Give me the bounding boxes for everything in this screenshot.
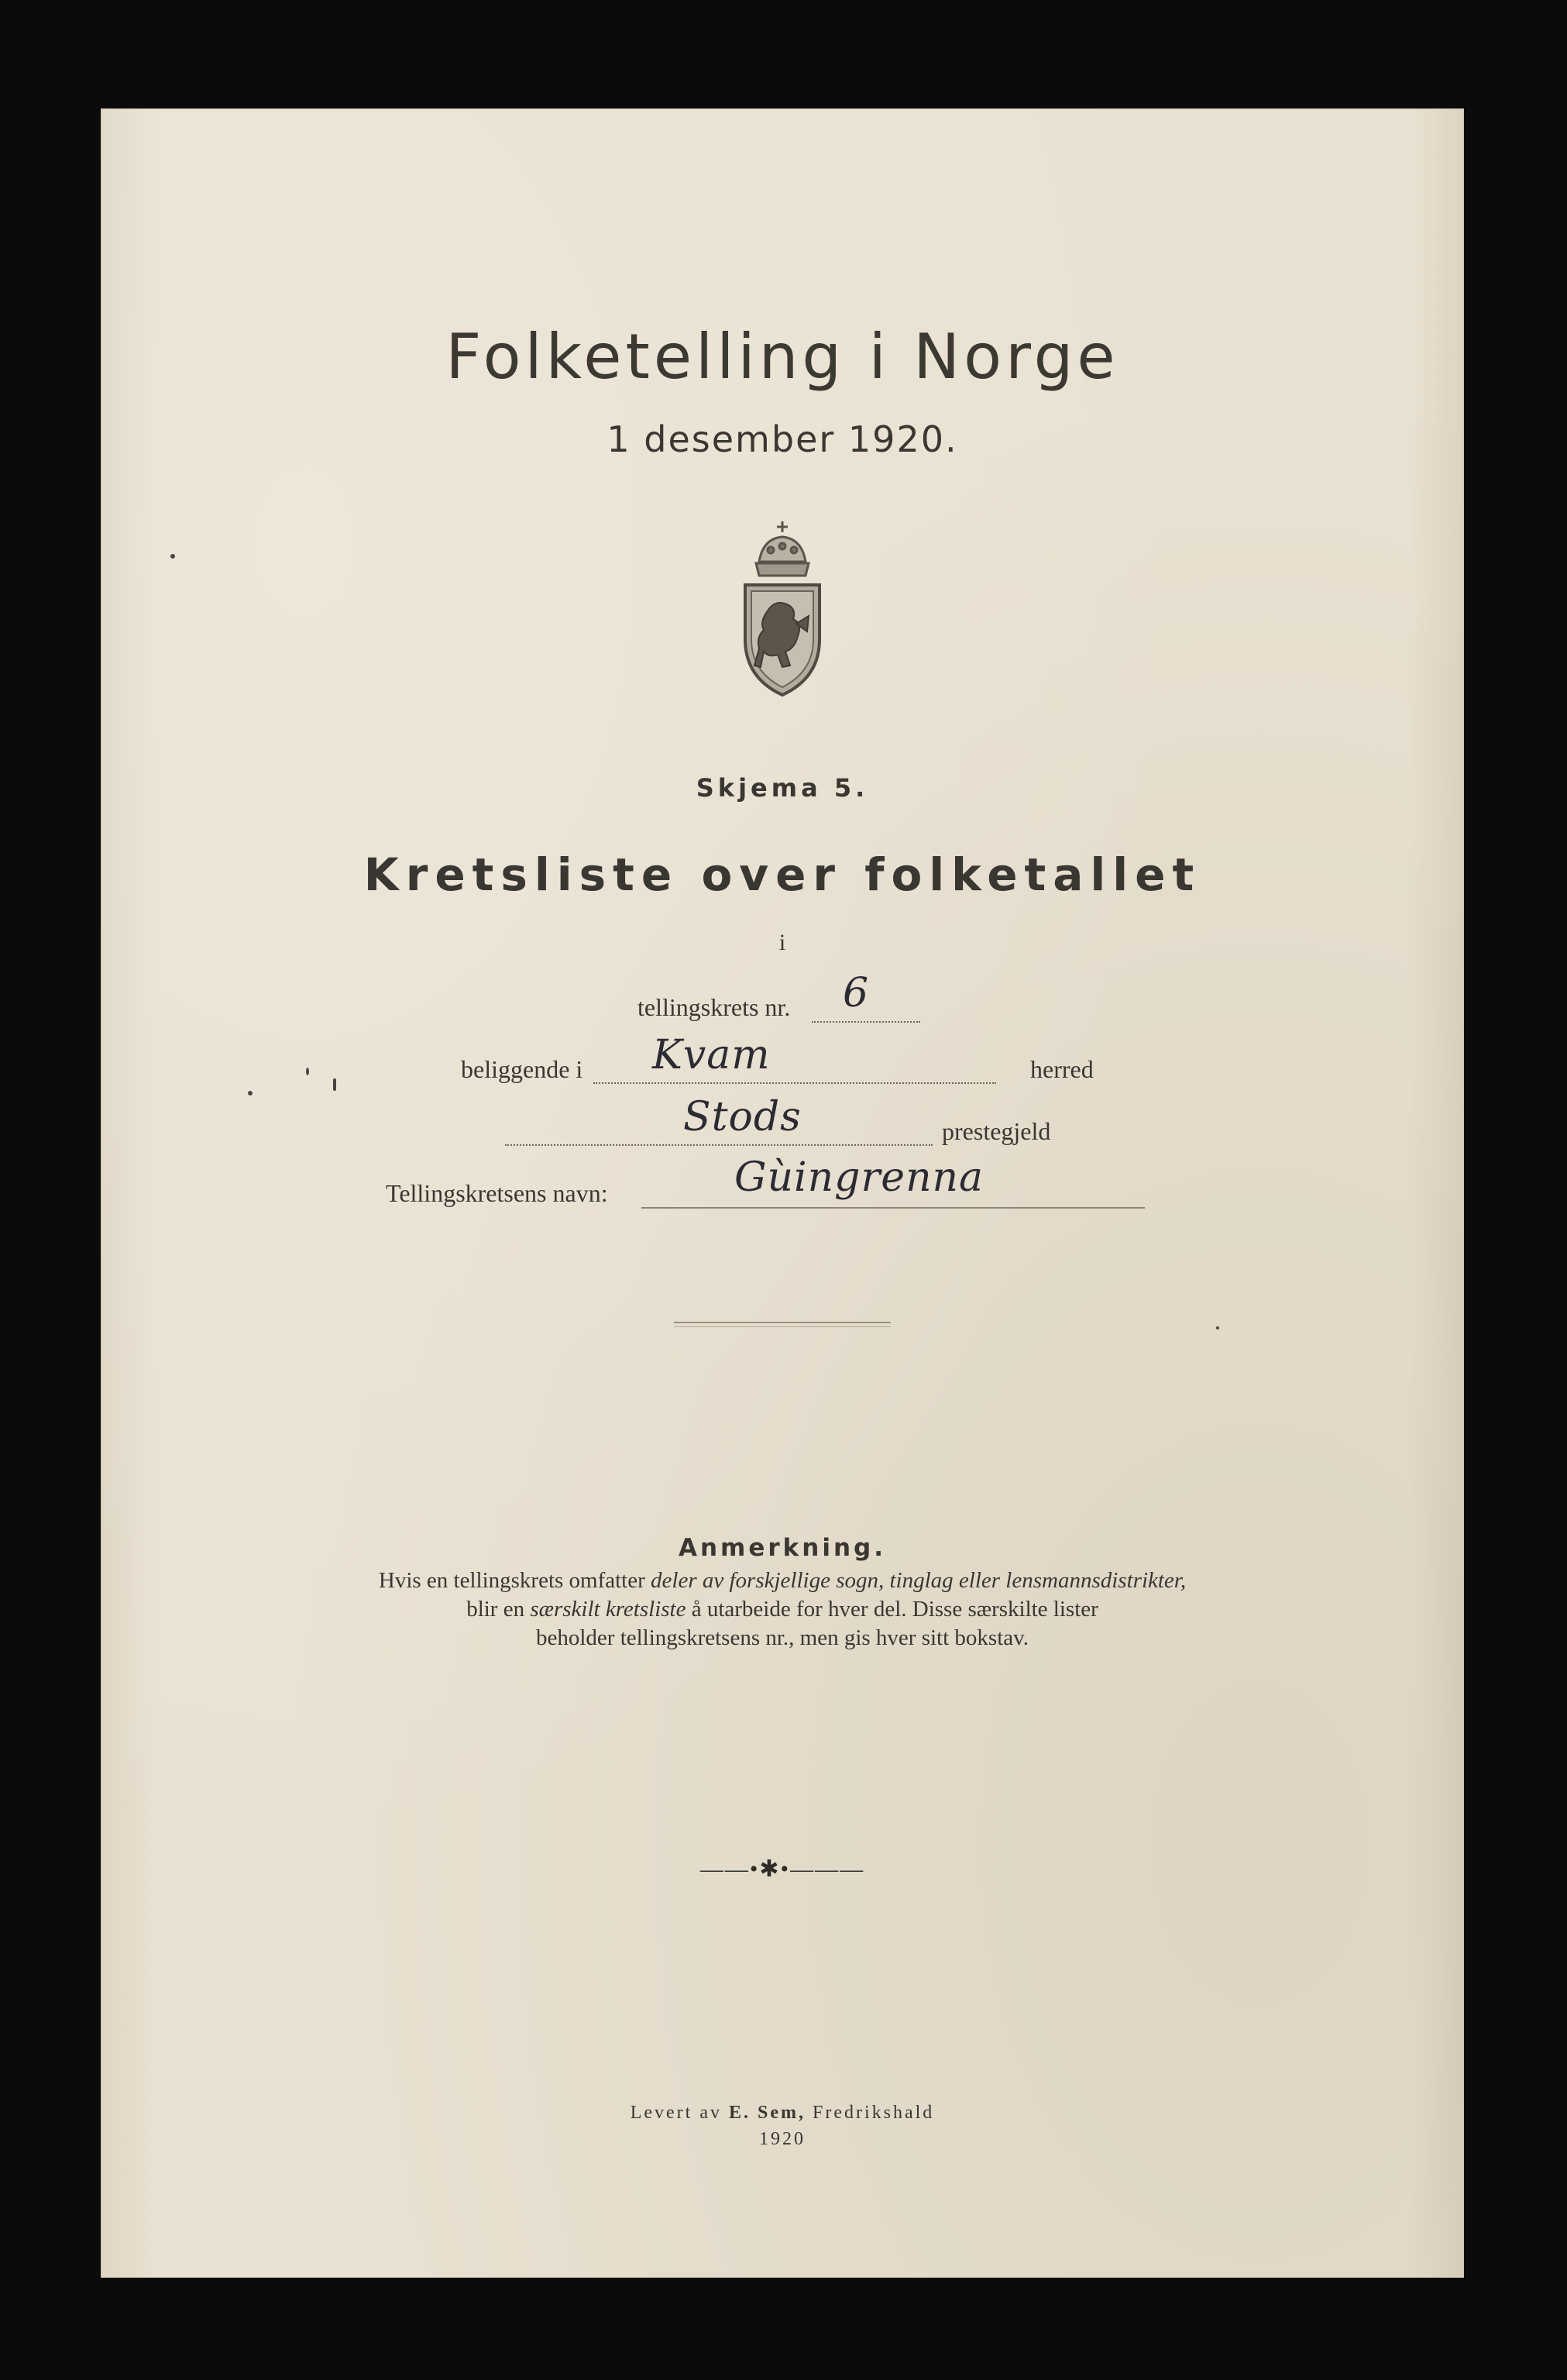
paper-speck [170, 554, 175, 559]
remark-text [217, 1567, 1348, 1653]
krets-number-line [812, 1021, 920, 1023]
paper-speck [306, 1068, 309, 1075]
form-heading: Kretsliste over folketallet [363, 848, 1201, 901]
census-form-page [101, 108, 1464, 2278]
paper-speck [248, 1091, 253, 1095]
krets-number-label: tellingskrets nr. [637, 993, 791, 1021]
remark-line2-a: blir en [466, 1597, 531, 1622]
krets-name-label: Tellingskretsens navn: [386, 1179, 608, 1207]
document-title: Folketelling i Norge [445, 321, 1119, 393]
printer-name: E. Sem, [728, 2103, 806, 2123]
schema-number: Skjema 5. [696, 773, 869, 803]
ornament-divider: ——•✱•——— [699, 1856, 865, 1882]
remark-line3: beholder tellingskretsens nr., men gis hver sitt bokstav. [535, 1625, 1029, 1650]
krets-name-line [641, 1207, 1145, 1209]
printer-year: 1920 [759, 2129, 806, 2149]
remark-heading: Anmerkning. [678, 1534, 887, 1562]
remark-line1-a: Hvis en tellingskrets omfatter [378, 1568, 651, 1593]
herred-label: herred [1030, 1055, 1094, 1083]
remark-line2-b: å utarbeide for hver del. Disse særskilte lister [686, 1597, 1098, 1622]
coat-of-arms-icon [728, 515, 837, 701]
herred-line [593, 1082, 996, 1084]
beliggende-label: beliggende i [461, 1055, 583, 1083]
printer-prefix: Levert av [630, 2103, 729, 2123]
document-date: 1 desember 1920. [607, 418, 958, 460]
prestegjeld-line [505, 1144, 933, 1146]
krets-name-value: Gùingrenna [734, 1154, 985, 1201]
printer-place: Fredrikshald [805, 2103, 935, 2123]
printer-line [101, 2103, 1464, 2124]
remark-line1-emphasis: deler av forskjellige sogn, tinglag eller lensmannsdistrikter, [651, 1568, 1187, 1593]
divider-rule-thin [674, 1326, 891, 1327]
prestegjeld-label: prestegjeld [942, 1117, 1051, 1145]
herred-value: Kvam [652, 1032, 771, 1078]
krets-number-value: 6 [843, 970, 870, 1016]
paper-speck [1216, 1326, 1219, 1329]
divider-rule [674, 1322, 891, 1323]
prestegjeld-value: Stods [683, 1094, 802, 1140]
remark-line2-emphasis: særskilt kretsliste [530, 1597, 686, 1622]
paper-speck [333, 1078, 336, 1091]
connector-word: i [778, 930, 786, 955]
